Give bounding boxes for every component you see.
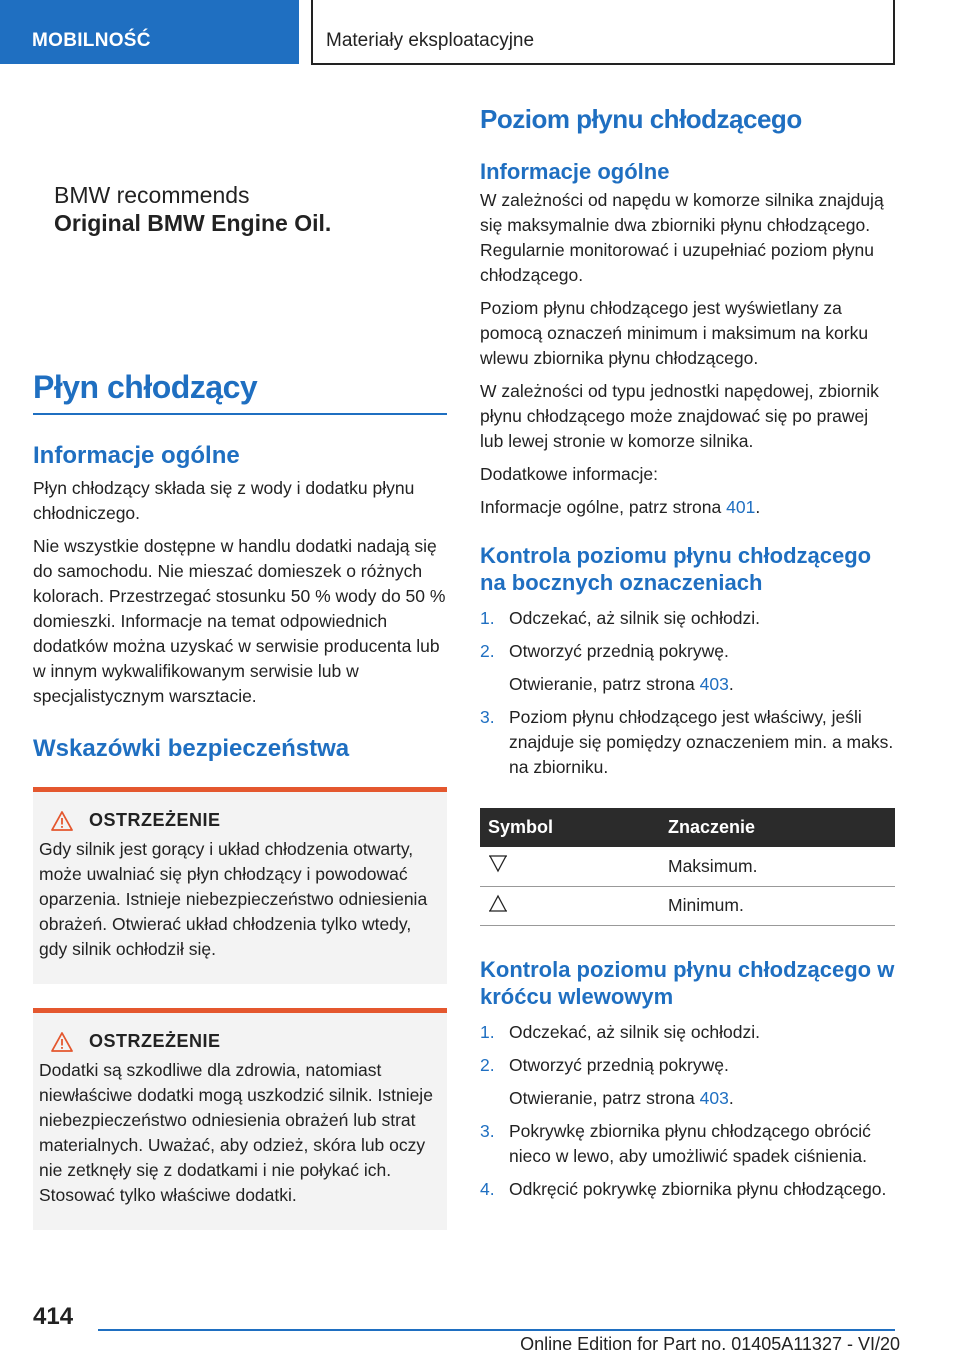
step-sub-end: . <box>728 1087 734 1108</box>
step-text: Pokrywkę zbiornika płynu chłodzącego obrócić nieco w lewo, aby umożliwić spadek ciśnienia. <box>509 1120 871 1166</box>
table-row <box>480 886 895 925</box>
step-text: Odczekać, aż silnik się ochłodzi. <box>509 608 760 628</box>
step-number: 2. <box>480 1054 495 1075</box>
page-link-403[interactable]: 403 <box>699 674 729 694</box>
step-sub-label: Otwieranie, patrz strona <box>509 674 700 694</box>
right-column <box>480 100 896 1202</box>
step-text: Odkręcić pokrywkę zbiornika płynu chłodzącego. <box>509 1178 887 1199</box>
level-p5-text: Informacje ogólne, patrz strona <box>480 497 727 517</box>
step-subtext <box>509 672 896 697</box>
page-link-403[interactable]: 403 <box>699 1087 729 1108</box>
footer-rule <box>98 1329 895 1331</box>
list-item <box>480 705 896 780</box>
filler-neck-heading: Kontrola poziomu płynu chłodzącego w króćcu wlewowym <box>480 956 895 1009</box>
header-divider <box>311 0 313 65</box>
level-p1: W zależności od napędu w komorze silnika znajdują się maksymalnie dwa zbiorniki płynu chłodzącego. Regularnie monitorować i uzupełniać poziom płynu chłodzącego. <box>480 190 884 285</box>
list-item <box>480 1177 896 1202</box>
coolant-general-heading: Informacje ogólne <box>33 442 240 469</box>
step-number: 3. <box>480 707 495 727</box>
step-text: Otworzyć przednią pokrywę. <box>509 641 729 661</box>
side-markings-heading: Kontrola poziomu płynu chłodzącego na bocznych oznaczeniach <box>480 543 872 595</box>
level-p5 <box>480 495 896 520</box>
warning-header-2 <box>51 1031 441 1052</box>
header-right-border <box>893 0 895 65</box>
page-number: 414 <box>33 1303 74 1330</box>
list-item <box>480 1053 896 1111</box>
level-p5-end: . <box>755 497 761 517</box>
warning-text-1: Gdy silnik jest gorący i układ chłodzenia otwarty, może uwalniać się płyn chłodzący i powodować oparzenia. Istnieje niebezpieczeństwo odniesienia obrażeń. Otwierać układ chłodzenia tylko wtedy, gdy silnik ochłodził się. <box>39 839 428 959</box>
symbol-table <box>480 808 895 926</box>
warning-box-2 <box>33 1008 447 1230</box>
level-p2: Poziom płynu chłodzącego jest wyświetlany za pomocą oznaczeń minimum i maksimum na korku wlewu zbiornika płynu chłodzącego. <box>480 298 869 368</box>
level-p4: Dodatkowe informacje: <box>480 464 658 484</box>
step-sub-label: Otwieranie, patrz strona <box>509 1087 700 1108</box>
list-item <box>480 606 896 631</box>
section-tab <box>0 0 299 64</box>
step-number: 2. <box>480 641 495 661</box>
col-symbol: Symbol <box>480 808 660 847</box>
title-rule <box>33 413 447 415</box>
step-text: Poziom płynu chłodzącego jest właściwy, jeśli znajduje się pomiędzy oznaczeniem min. a maks. na zbiorniku. <box>509 707 894 777</box>
col-meaning: Znaczenie <box>660 808 895 847</box>
min-level-icon <box>488 893 508 913</box>
step-number: 1. <box>480 608 495 628</box>
step-text: Otworzyć przednią pokrywę. <box>509 1054 729 1075</box>
table-header-row <box>480 808 895 847</box>
warning-header-1 <box>51 810 441 831</box>
warning-triangle-icon <box>51 811 73 831</box>
safety-heading: Wskazówki bezpieczeństwa <box>33 735 350 762</box>
step-number: 4. <box>480 1178 495 1199</box>
coolant-general-p1: Płyn chłodzący składa się z wody i dodatku płynu chłodniczego. <box>33 478 415 523</box>
side-steps-list <box>480 606 896 780</box>
level-p3: W zależności od typu jednostki napędowej, zbiornik płynu chłodzącego może znajdować się po prawej lub lewej stronie w komorze silnika. <box>480 381 879 451</box>
chapter-title: Materiały eksploatacyjne <box>326 30 535 51</box>
coolant-level-title: Poziom płynu chłodzącego <box>480 104 802 134</box>
warning-text-2: Dodatki są szkodliwe dla zdrowia, natomiast niewłaściwe dodatki mogą uszkodzić silnik. Istnieje niebezpieczeństwo odniesienia obrażeń lub strat materialnych. Uważać, aby odzież, skóra lub oczy nie zetknęły się z dodatkami i nie połykać ich. Stosować tylko właściwe dodatki. <box>39 1060 433 1205</box>
oil-line-1: BMW recommends <box>54 182 250 208</box>
level-general-heading: Informacje ogólne <box>480 159 670 184</box>
oil-recommendation-image <box>54 182 331 237</box>
step-number: 3. <box>480 1120 495 1141</box>
step-subtext <box>509 1086 896 1111</box>
coolant-title: Płyn chłodzący <box>33 369 258 405</box>
header-underline <box>311 63 895 65</box>
step-text: Odczekać, aż silnik się ochłodzi. <box>509 1021 760 1042</box>
warning-label-1: OSTRZEŻENIE <box>89 810 221 830</box>
meaning-cell: Maksimum. <box>660 847 895 886</box>
edition-label: Online Edition for Part no. 01405A11327 - VI/20 <box>520 1334 900 1354</box>
max-level-icon <box>488 854 508 874</box>
table-row <box>480 847 895 886</box>
left-column <box>33 365 447 1230</box>
oil-line-2: Original BMW Engine Oil. <box>54 210 332 236</box>
warning-triangle-icon <box>51 1032 73 1052</box>
list-item <box>480 1020 896 1045</box>
filler-steps-list <box>480 1020 896 1202</box>
list-item <box>480 639 896 697</box>
warning-box-1 <box>33 787 447 984</box>
page-link-401[interactable]: 401 <box>726 497 756 517</box>
symbol-cell <box>480 847 660 886</box>
meaning-cell: Minimum. <box>660 886 895 925</box>
section-label: MOBILNOŚĆ <box>32 30 151 51</box>
coolant-general-p2: Nie wszystkie dostępne w handlu dodatki nadają się do samochodu. Nie mieszać domieszek o różnych kolorach. Przestrzegać stosunku 50 % wody do 50 % domieszki. Informacje na temat odpowiednich dodatków można uzyskać w serwisie producenta lub w innym wykwalifikowanym serwisie lub w specjalistycznym warsztacie. <box>33 536 446 706</box>
list-item <box>480 1119 896 1169</box>
step-sub-end: . <box>728 674 734 694</box>
warning-label-2: OSTRZEŻENIE <box>89 1031 221 1051</box>
step-number: 1. <box>480 1021 495 1042</box>
symbol-cell <box>480 886 660 925</box>
